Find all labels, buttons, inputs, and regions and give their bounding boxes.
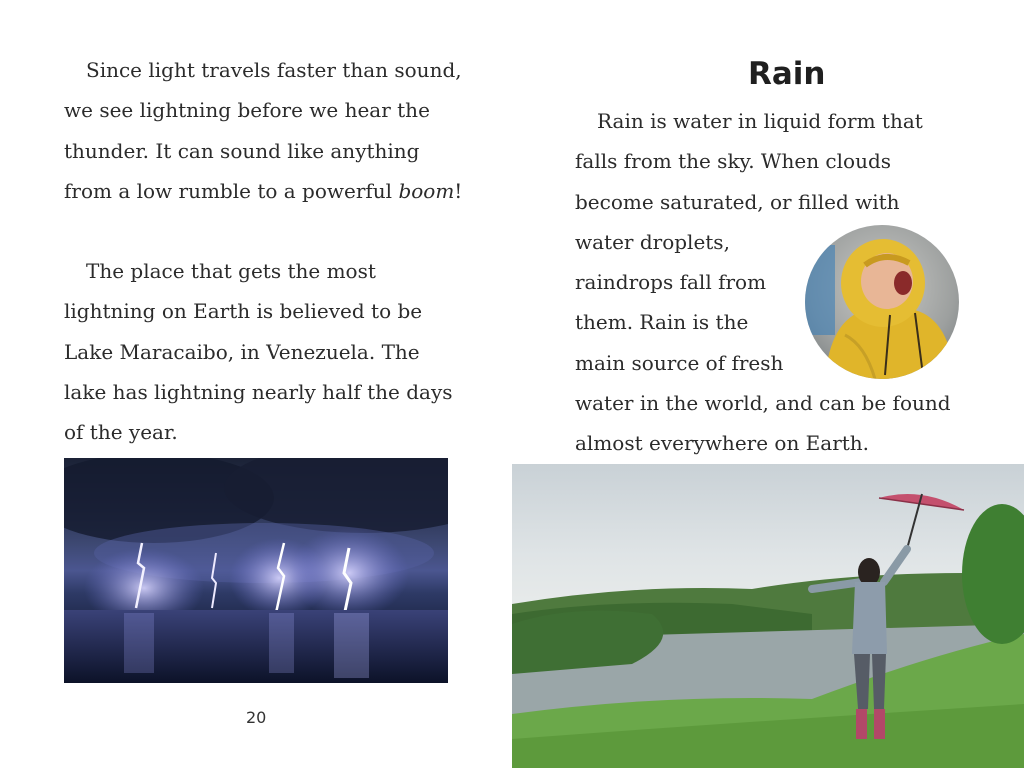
section-title: Rain [748,56,826,92]
landscape-photo [512,464,1024,768]
child-photo-art [805,225,959,379]
text-line: them. Rain is the [575,310,749,335]
lightning-photo-art [64,458,448,683]
paragraph-text-end: ! [454,178,463,203]
paragraph-text: Since light travels faster than sound, we see lightning before we hear the thunder. It can sound like anything from a low rumble to a powerful [64,58,462,203]
emphasis-word: boom [398,178,455,203]
child-raincoat-photo [805,225,959,379]
text-line: Rain is water in liquid form that [597,109,923,133]
text-line: raindrops fall from [575,270,767,295]
text-line: almost everywhere on Earth. [575,431,870,456]
lightning-photo [64,458,448,683]
text-line: falls from the sky. When clouds [575,149,892,174]
landscape-photo-art [512,464,1024,768]
lake-maracaibo-paragraph: The place that gets the most lightning on Earth is believed to be Lake Maracaibo, in Venezuela. The lake has lightning nearly half the days of the year. [64,259,453,445]
text-line: become saturated, or filled with [575,189,900,214]
text-line: water droplets, [575,229,730,254]
lightning-sound-paragraph [64,50,464,211]
page-number: 20 [246,708,267,727]
text-line: water in the world, and can be found [575,391,951,416]
text-line: main source of fresh [575,350,784,375]
